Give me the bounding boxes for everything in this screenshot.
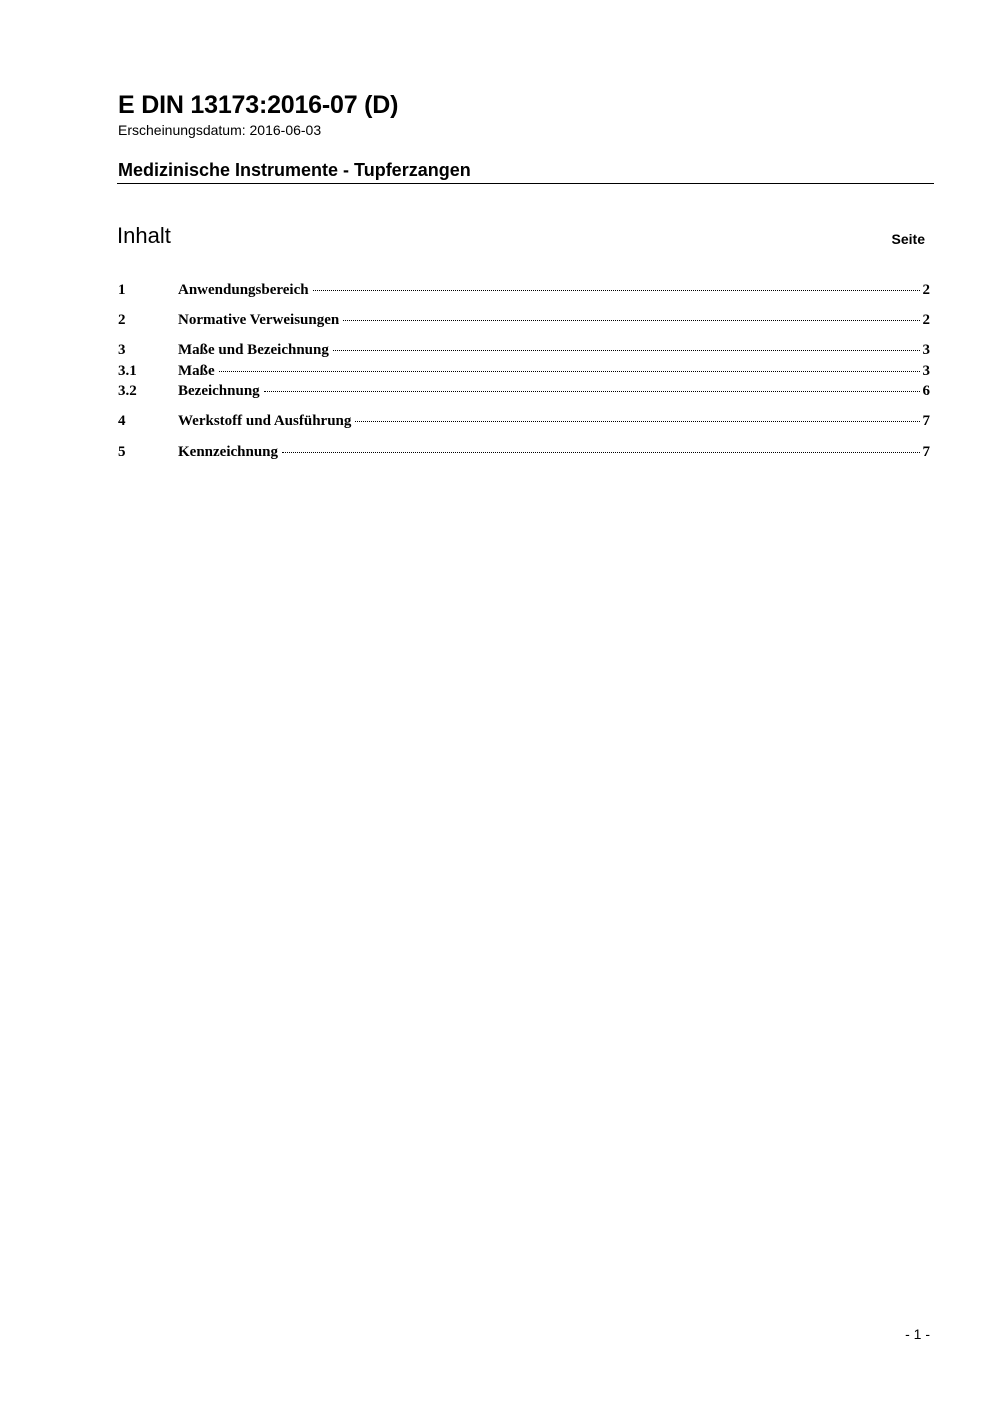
dot-leader bbox=[313, 289, 920, 291]
dot-leader bbox=[219, 370, 920, 372]
dot-leader bbox=[343, 319, 919, 321]
toc-entry-label: Anwendungsbereich bbox=[178, 282, 309, 298]
document-title: Medizinische Instrumente - Tupferzangen bbox=[118, 160, 471, 180]
toc-entry-label: Werkstoff und Ausführung bbox=[178, 413, 352, 429]
toc-entry[interactable] bbox=[118, 381, 930, 401]
publication-date: Erscheinungsdatum: 2016-06-03 bbox=[118, 122, 322, 138]
toc-entry-label: Maße und Bezeichnung bbox=[178, 342, 329, 358]
toc-entry[interactable] bbox=[118, 340, 930, 360]
title-underline bbox=[117, 183, 934, 184]
toc-entry-number: 4 bbox=[118, 413, 126, 429]
document-id: E DIN 13173:2016-07 (D) bbox=[118, 91, 399, 119]
toc-entry-number: 1 bbox=[118, 282, 126, 298]
dot-leader bbox=[264, 390, 920, 392]
toc-entry-label: Kennzeichnung bbox=[178, 444, 279, 460]
toc-entry-page: 3 bbox=[922, 342, 930, 358]
toc-entry-number: 3.2 bbox=[118, 383, 137, 399]
toc-entry-page: 3 bbox=[922, 363, 930, 379]
toc-entry-number: 2 bbox=[118, 312, 126, 328]
footer-page-number: - 1 - bbox=[905, 1326, 930, 1342]
toc-entry-page: 7 bbox=[922, 444, 930, 460]
toc-entry[interactable] bbox=[118, 361, 930, 381]
toc-entry-number: 5 bbox=[118, 444, 126, 460]
toc-entry-page: 2 bbox=[922, 282, 930, 298]
toc-entry-page: 6 bbox=[922, 383, 930, 399]
toc-entry[interactable] bbox=[118, 280, 930, 300]
toc-heading: Inhalt bbox=[117, 223, 171, 248]
toc-entry[interactable] bbox=[118, 310, 930, 330]
toc-entry-page: 2 bbox=[922, 312, 930, 328]
toc-entry-label: Normative Verweisungen bbox=[178, 312, 340, 328]
toc-entry-label: Maße bbox=[178, 363, 215, 379]
toc-entry-label: Bezeichnung bbox=[178, 383, 260, 399]
dot-leader bbox=[282, 451, 919, 453]
page-column-label: Seite bbox=[891, 231, 925, 247]
toc-entry-page: 7 bbox=[922, 413, 930, 429]
toc-entry[interactable] bbox=[118, 411, 930, 431]
toc-entry-number: 3 bbox=[118, 342, 126, 358]
dot-leader bbox=[333, 349, 920, 351]
toc-entry-number: 3.1 bbox=[118, 363, 137, 379]
toc-entry[interactable] bbox=[118, 442, 930, 462]
dot-leader bbox=[355, 420, 919, 422]
